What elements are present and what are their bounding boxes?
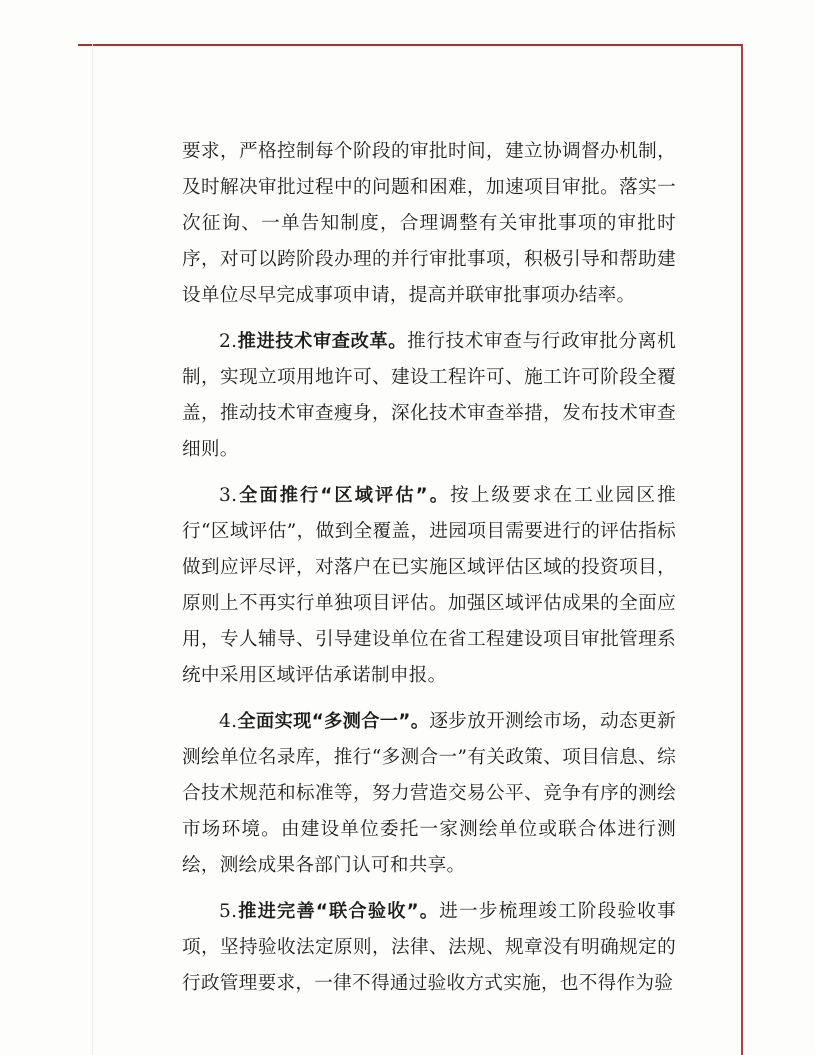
page-top-border bbox=[78, 44, 742, 46]
paragraph-2-number: 2. bbox=[219, 331, 238, 352]
paragraph-5-heading: 推进完善“联合验收”。 bbox=[237, 901, 440, 922]
paragraph-4-body: 逐步放开测绘市场，动态更新测绘单位名录库，推行“多测合一”有关政策、项目信息、综合技术规范和标准等，努力营造交易公平、竞争有序的测绘市场环境。由建设单位委托一家测绘单位或联合体进行测绘，测绘成果各部门认可和共享。 bbox=[182, 711, 676, 876]
paragraph-5-body: 进一步梳理竣工阶段验收事项，坚持验收法定原则，法律、法规、规章没有明确规定的行政管理要求，一律不得通过验收方式实施，也不得作为验 bbox=[182, 901, 676, 994]
paragraph-3-heading: 全面推行“区域评估”。 bbox=[237, 485, 451, 506]
paragraph-4 bbox=[182, 704, 676, 884]
paragraph-4-heading: 全面实现“多测合一”。 bbox=[237, 711, 430, 732]
paragraph-2-body: 推行技术审查与行政审批分离机制，实现立项用地许可、建设工程许可、施工许可阶段全覆盖，推动技术审查瘦身，深化技术审查举措，发布技术审查细则。 bbox=[182, 331, 677, 460]
paragraph-3-number: 3. bbox=[219, 485, 238, 506]
paragraph-5-number: 5. bbox=[219, 901, 238, 922]
document-body bbox=[182, 134, 676, 1012]
page-right-border bbox=[741, 44, 743, 1055]
paragraph-5 bbox=[182, 894, 676, 1002]
paragraph-3-body: 按上级要求在工业园区推行“区域评估”，做到全覆盖，进园项目需要进行的评估指标做到应评尽评，对落户在已实施区域评估区域的投资项目，原则上不再实行单独项目评估。加强区域评估成果的全面应用，专人辅导、引导建设单位在省工程建设项目审批管理系统中采用区域评估承诺制申报。 bbox=[182, 485, 676, 686]
paragraph-1-body: 要求，严格控制每个阶段的审批时间，建立协调督办机制，及时解决审批过程中的问题和困难，加速项目审批。落实一次征询、一单告知制度，合理调整有关审批事项的审批时序，对可以跨阶段办理的并行审批事项，积极引导和帮助建设单位尽早完成事项申请，提高并联审批事项办结率。 bbox=[182, 141, 676, 306]
paragraph-3 bbox=[182, 478, 676, 694]
paragraph-1 bbox=[182, 134, 676, 314]
page-left-shadow bbox=[92, 44, 93, 1055]
paragraph-2-heading: 推进技术审查改革。 bbox=[237, 331, 408, 352]
paragraph-4-number: 4. bbox=[219, 711, 238, 732]
paragraph-2 bbox=[182, 324, 676, 468]
